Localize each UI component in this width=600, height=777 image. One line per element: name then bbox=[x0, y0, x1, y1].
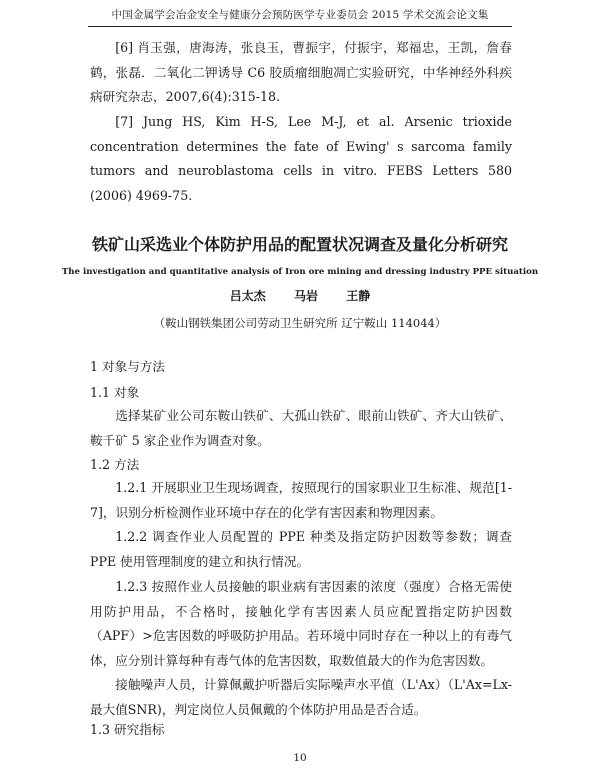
article-title-english: The investigation and quantitative analysis of Iron ore mining and dressing industry PPE situation bbox=[61, 267, 539, 277]
paragraph-method-1-2-2: 1.2.2 调查作业人员配置的 PPE 种类及指定防护因数等参数；调查 PPE 使用管理制度的建立和执行情况。 bbox=[90, 529, 512, 569]
reference-label: [6] bbox=[115, 40, 134, 55]
paragraph-method-noise: 接触噪声人员，计算佩戴护听器后实际噪声水平值（L'Ax）（L'Ax=Lx-最大值SNR)，判定岗位人员佩戴的个体防护用品是否合适。 bbox=[90, 677, 512, 717]
paragraph-objects: 选择某矿业公司东鞍山铁矿、大孤山铁矿、眼前山铁矿、齐大山铁矿、鞍千矿 5 家企业作为调查对象。 bbox=[90, 408, 512, 448]
reference-text: 肖玉强，唐海涛，张良玉，曹振宇，付振宇，郑福忠，王凯，詹春鹤，张磊．二氧化二钾诱导 C6 胶质瘤细胞凋亡实验研究，中华神经外科疾病研究杂志，2007,6(4):315-18. bbox=[90, 40, 512, 104]
author-list bbox=[0, 287, 600, 304]
paragraph-method-1-2-3: 1.2.3 按照作业人员接触的职业病有害因素的浓度（强度）合格无需使用防护用品，不合格时，接触化学有害因素人员应配置指定防护因数（APF）>危害因数的呼吸防护用品。若环境中同时存在一种以上的有毒气体，应分别计算每种有毒气体的危害因数，取数值最大的作为危害因数。 bbox=[90, 579, 512, 668]
reference-label: [7] bbox=[115, 114, 134, 129]
section-heading-1-2: 1.2 方法 bbox=[90, 457, 140, 472]
running-header: 中国金属学会冶金安全与健康分会预防医学专业委员会 2015 学术交流会论文集 bbox=[111, 9, 489, 21]
reference-6 bbox=[90, 36, 512, 110]
reference-text: Jung HS, Kim H-S, Lee M-J, et al. Arsenic trioxide concentration determines the fate of Ewing' s sarcoma family tumors and neuroblastoma cells in vitro. FEBS Letters 580 (2006) 4969-75. bbox=[90, 114, 512, 203]
reference-7 bbox=[90, 110, 512, 208]
section-heading-1-3: 1.3 研究指标 bbox=[90, 722, 165, 737]
section-heading-1: 1 对象与方法 bbox=[90, 359, 165, 374]
author-name: 吕太杰 bbox=[229, 289, 266, 303]
section-heading-1-1: 1.1 对象 bbox=[90, 385, 140, 400]
page-number: 10 bbox=[293, 752, 307, 764]
author-name: 王静 bbox=[346, 289, 371, 303]
header-divider bbox=[88, 26, 512, 27]
paragraph-method-1-2-1: 1.2.1 开展职业卫生现场调查，按照现行的国家职业卫生标准、规范[1-7]，识别分析检测作业环境中存在的化学有害因素和物理因素。 bbox=[90, 480, 512, 520]
article-title: 铁矿山采选业个体防护用品的配置状况调查及量化分析研究 bbox=[91, 235, 508, 254]
author-name: 马岩 bbox=[293, 289, 318, 303]
author-affiliation: （鞍山钢铁集团公司劳动卫生研究所 辽宁鞍山 114044） bbox=[153, 316, 447, 330]
